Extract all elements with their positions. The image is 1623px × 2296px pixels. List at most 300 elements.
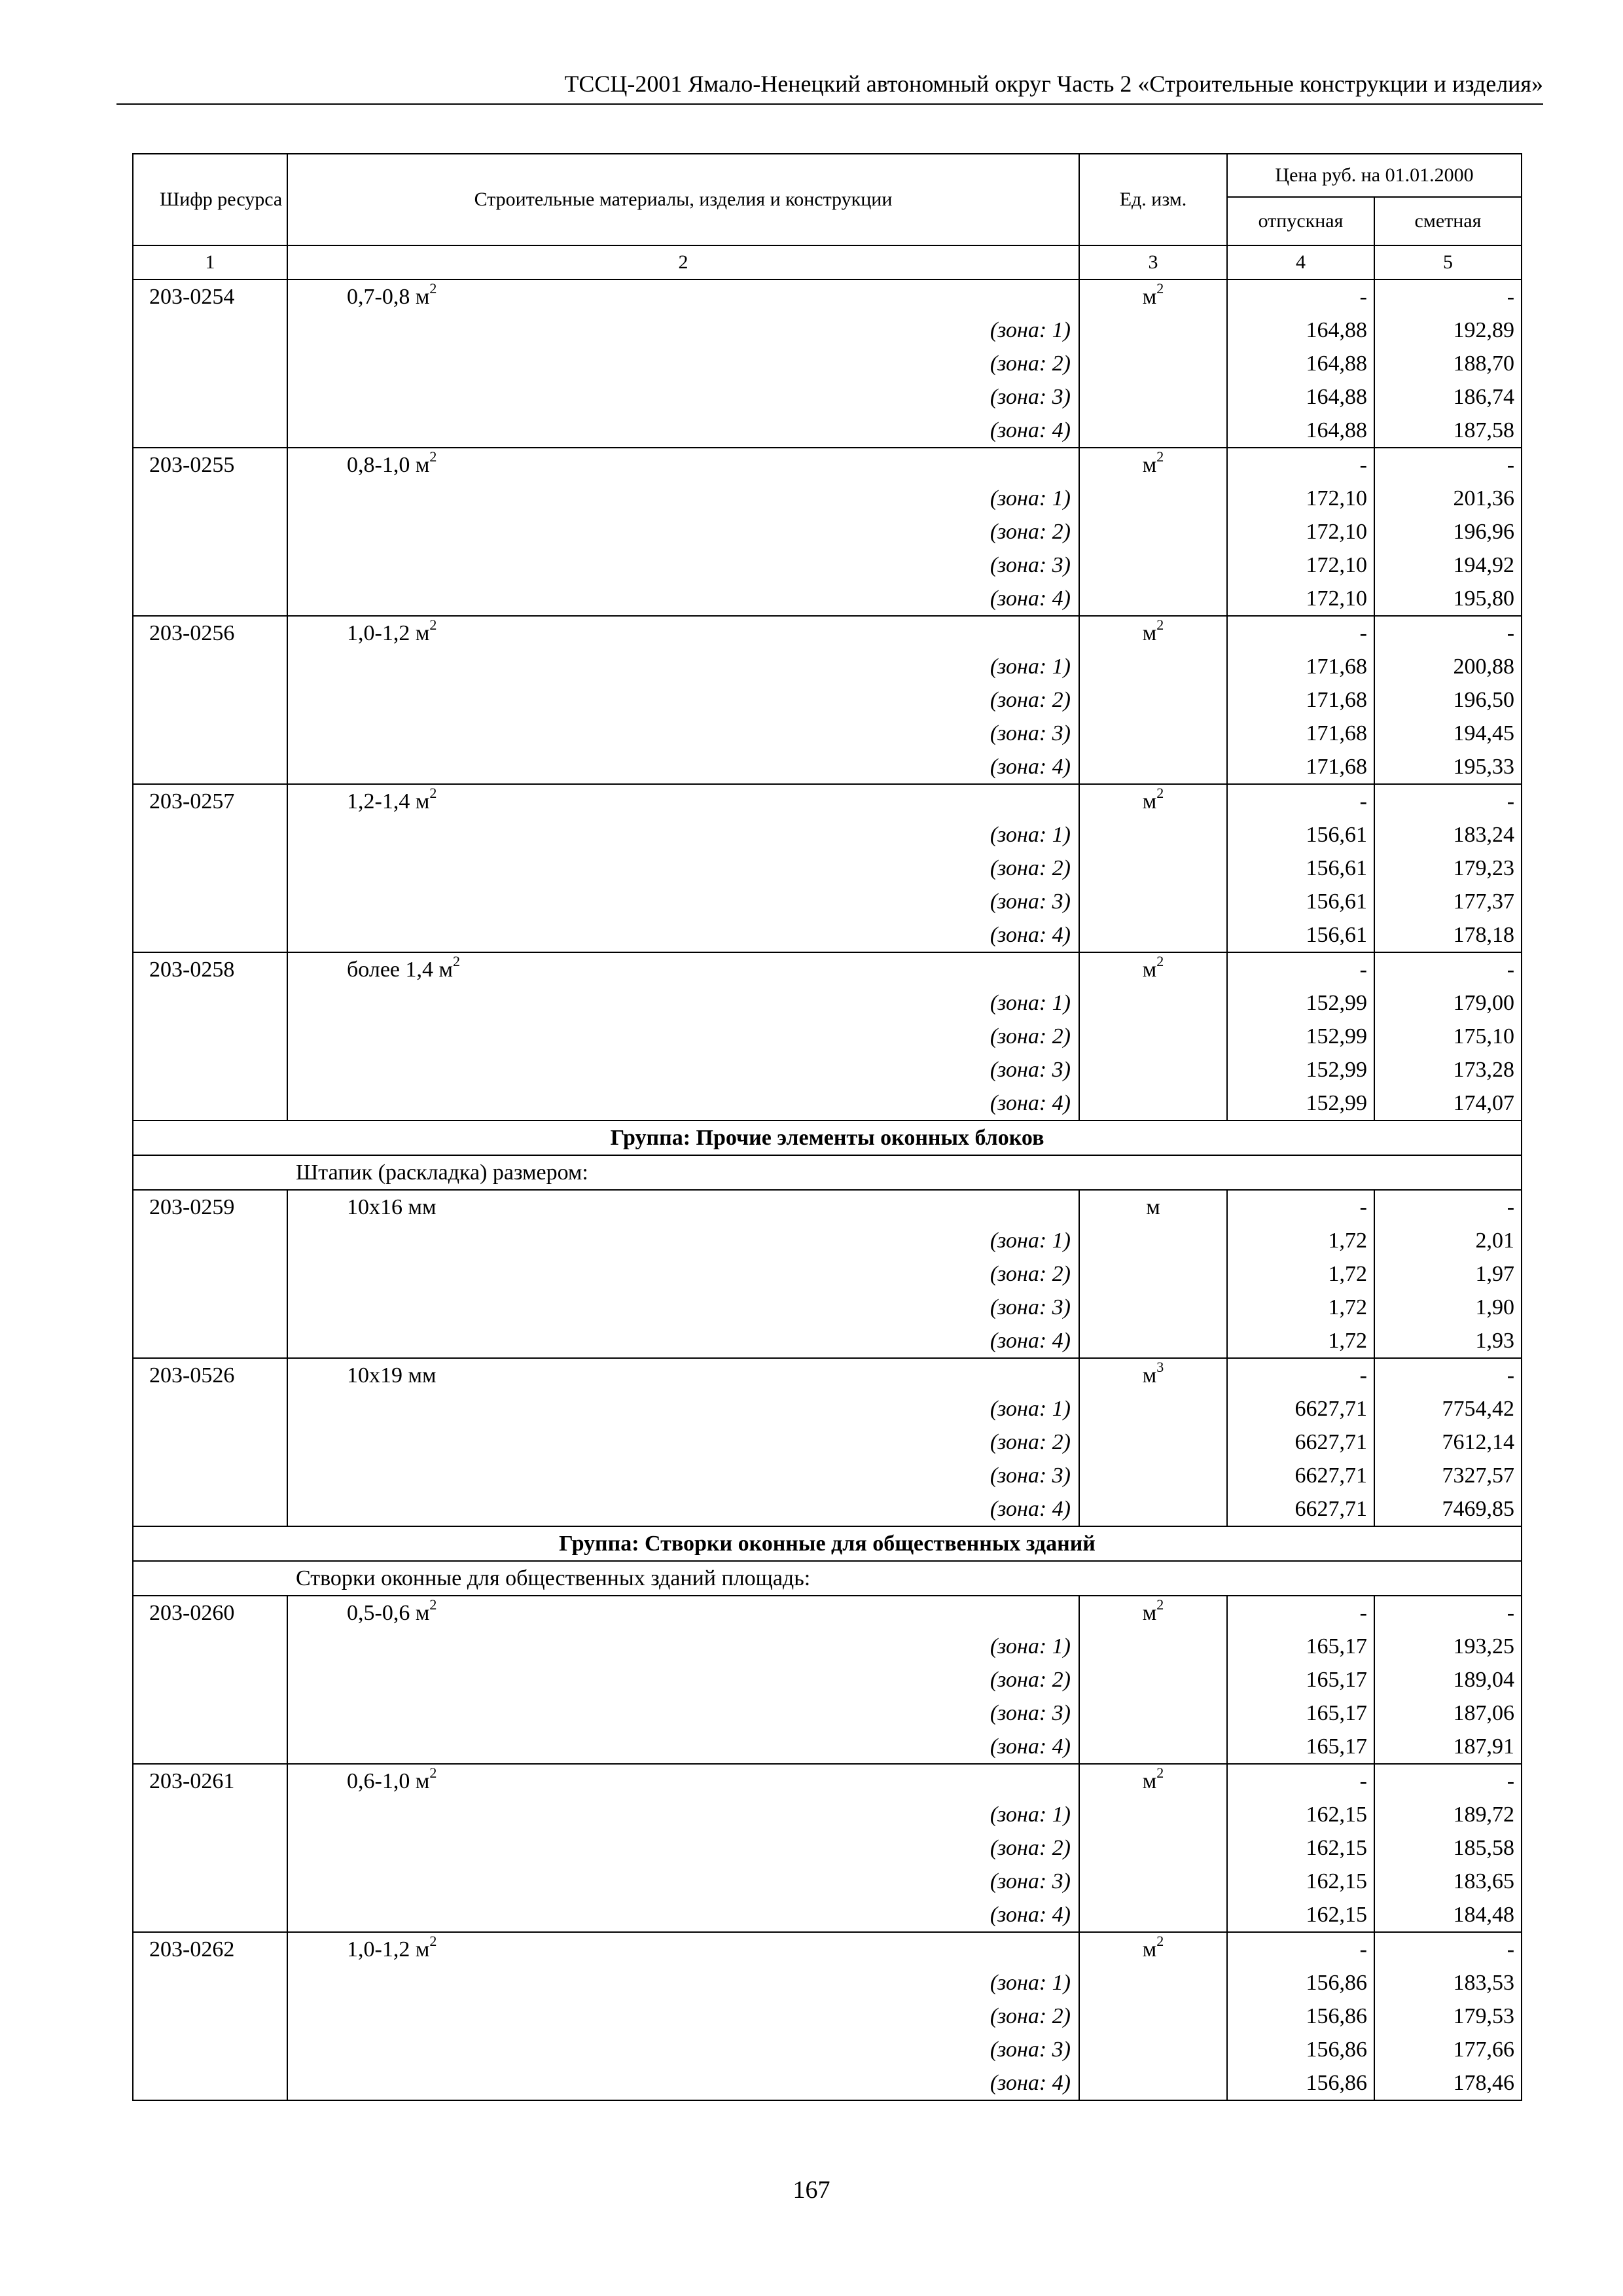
release-price <box>1227 515 1374 548</box>
release-price-text: 1,72 <box>1328 1295 1367 1319</box>
resource-code-empty <box>133 852 287 885</box>
estimate-price-text: 173,28 <box>1453 1058 1515 1082</box>
item-name-superscript: 2 <box>429 784 437 801</box>
unit <box>1079 1932 1227 1966</box>
col-number-5: 5 <box>1374 245 1522 279</box>
resource-code-empty <box>133 1224 287 1257</box>
release-price <box>1227 2000 1374 2033</box>
resource-code-empty <box>133 986 287 1020</box>
release-price <box>1227 1831 1374 1865</box>
zone-row <box>133 1086 1522 1121</box>
table-row <box>133 1358 1522 1392</box>
zone-label-text: (зона: 1) <box>990 1229 1071 1253</box>
unit-text: м <box>1142 1769 1157 1793</box>
release-price-text: 171,68 <box>1306 655 1367 679</box>
release-price-text: - <box>1359 958 1367 982</box>
unit-empty <box>1079 1730 1227 1764</box>
release-price <box>1227 1663 1374 1696</box>
estimate-price <box>1374 1257 1522 1291</box>
resource-code <box>133 448 287 482</box>
resource-code-empty <box>133 1426 287 1459</box>
zone-label <box>287 1966 1079 2000</box>
unit-text: м <box>1142 958 1157 982</box>
group-title-text: Группа: Створки оконные для общественных зданий <box>559 1532 1096 1556</box>
unit-superscript: 2 <box>1156 1932 1164 1949</box>
unit-empty <box>1079 750 1227 784</box>
resource-code-text: 203-0260 <box>149 1601 235 1625</box>
zone-label <box>287 717 1079 750</box>
release-price-text: 164,88 <box>1306 418 1367 442</box>
release-price-text: 162,15 <box>1306 1903 1367 1927</box>
release-price <box>1227 1459 1374 1492</box>
item-name-text: 1,0-1,2 м <box>347 621 430 645</box>
release-price <box>1227 1358 1374 1392</box>
resource-code-empty <box>133 1392 287 1426</box>
unit <box>1079 279 1227 314</box>
resource-code <box>133 279 287 314</box>
release-price <box>1227 1630 1374 1663</box>
release-price <box>1227 347 1374 380</box>
release-price-text: 165,17 <box>1306 1701 1367 1725</box>
resource-code-empty <box>133 1898 287 1932</box>
estimate-price-text: 183,24 <box>1453 823 1515 847</box>
resource-code-empty <box>133 1086 287 1121</box>
item-name-text: 1,2-1,4 м <box>347 789 430 814</box>
zone-label-text: (зона: 3) <box>990 553 1071 577</box>
col-number-1: 1 <box>133 245 287 279</box>
estimate-price <box>1374 1932 1522 1966</box>
release-price-text: 6627,71 <box>1294 1497 1367 1521</box>
estimate-price <box>1374 1764 1522 1798</box>
unit-empty <box>1079 1426 1227 1459</box>
unit-empty <box>1079 852 1227 885</box>
unit-empty <box>1079 650 1227 683</box>
unit-empty <box>1079 885 1227 918</box>
col-header-code: Шифр ресурса <box>133 154 287 245</box>
zone-label <box>287 414 1079 448</box>
estimate-price <box>1374 1630 1522 1663</box>
zone-label-text: (зона: 4) <box>990 1329 1071 1353</box>
unit-empty <box>1079 1492 1227 1526</box>
zone-row <box>133 2000 1522 2033</box>
release-price-text: 152,99 <box>1306 991 1367 1015</box>
resource-code-empty <box>133 548 287 582</box>
release-price-text: 171,68 <box>1306 688 1367 712</box>
item-name-text: 0,5-0,6 м <box>347 1601 430 1625</box>
release-price-text: - <box>1359 1937 1367 1962</box>
zone-row <box>133 986 1522 1020</box>
unit <box>1079 1190 1227 1224</box>
table-row <box>133 952 1522 986</box>
zone-row <box>133 582 1522 616</box>
resource-code-empty <box>133 1020 287 1053</box>
estimate-price <box>1374 885 1522 918</box>
zone-label <box>287 1291 1079 1324</box>
estimate-price <box>1374 1596 1522 1630</box>
estimate-price <box>1374 1020 1522 1053</box>
estimate-price <box>1374 616 1522 650</box>
release-price-text: 1,72 <box>1328 1329 1367 1353</box>
release-price-text: 164,88 <box>1306 318 1367 342</box>
zone-label-text: (зона: 4) <box>990 586 1071 611</box>
zone-row <box>133 1224 1522 1257</box>
release-price-text: 165,17 <box>1306 1734 1367 1759</box>
estimate-price-text: 178,18 <box>1453 923 1515 947</box>
release-price <box>1227 1798 1374 1831</box>
resource-code-text: 203-0255 <box>149 453 235 477</box>
estimate-price-text: 177,37 <box>1453 889 1515 914</box>
zone-label <box>287 2000 1079 2033</box>
zone-row <box>133 650 1522 683</box>
zone-row <box>133 1831 1522 1865</box>
release-price-text: 156,86 <box>1306 2037 1367 2062</box>
zone-label-text: (зона: 3) <box>990 2037 1071 2062</box>
zone-row <box>133 885 1522 918</box>
resource-code-empty <box>133 1696 287 1730</box>
unit-superscript: 2 <box>1156 1764 1164 1781</box>
estimate-price <box>1374 1426 1522 1459</box>
release-price-text: 156,61 <box>1306 923 1367 947</box>
zone-label-text: (зона: 2) <box>990 688 1071 712</box>
estimate-price-text: 195,33 <box>1453 755 1515 779</box>
release-price-text: 156,61 <box>1306 856 1367 880</box>
unit-text: м <box>1142 789 1157 814</box>
zone-row <box>133 1324 1522 1358</box>
resource-code-empty <box>133 515 287 548</box>
unit-empty <box>1079 1898 1227 1932</box>
resource-code <box>133 616 287 650</box>
estimate-price-text: 195,80 <box>1453 586 1515 611</box>
release-price-text: 171,68 <box>1306 721 1367 745</box>
resource-code-empty <box>133 482 287 515</box>
table-row <box>133 1596 1522 1630</box>
release-price <box>1227 279 1374 314</box>
estimate-price-text: 185,58 <box>1453 1836 1515 1860</box>
release-price <box>1227 818 1374 852</box>
release-price <box>1227 448 1374 482</box>
resource-code-empty <box>133 2066 287 2100</box>
zone-row <box>133 717 1522 750</box>
zone-row <box>133 1392 1522 1426</box>
zone-label-text: (зона: 4) <box>990 1497 1071 1521</box>
zone-label-text: (зона: 3) <box>990 1869 1071 1893</box>
zone-label-text: (зона: 3) <box>990 1058 1071 1082</box>
unit-empty <box>1079 414 1227 448</box>
zone-row <box>133 1663 1522 1696</box>
release-price-text: 164,88 <box>1306 385 1367 409</box>
release-price <box>1227 2066 1374 2100</box>
zone-label <box>287 1392 1079 1426</box>
estimate-price <box>1374 515 1522 548</box>
estimate-price <box>1374 1865 1522 1898</box>
resource-code-empty <box>133 1291 287 1324</box>
unit-empty <box>1079 818 1227 852</box>
release-price-text: 6627,71 <box>1294 1463 1367 1488</box>
release-price <box>1227 1426 1374 1459</box>
zone-row <box>133 314 1522 347</box>
release-price-text: - <box>1359 789 1367 814</box>
group-row <box>133 1121 1522 1155</box>
estimate-price <box>1374 1358 1522 1392</box>
zone-row <box>133 482 1522 515</box>
estimate-price <box>1374 918 1522 952</box>
unit-superscript: 3 <box>1156 1358 1164 1375</box>
estimate-price-text: 194,92 <box>1453 553 1515 577</box>
release-price-text: - <box>1359 1363 1367 1388</box>
zone-label-text: (зона: 2) <box>990 1024 1071 1049</box>
estimate-price-text: 177,66 <box>1453 2037 1515 2062</box>
item-name-text: 10х19 мм <box>347 1363 437 1388</box>
item-name-superscript: 2 <box>429 1932 437 1949</box>
zone-row <box>133 750 1522 784</box>
unit-empty <box>1079 1392 1227 1426</box>
estimate-price-text: 2,01 <box>1475 1229 1515 1253</box>
zone-row <box>133 1898 1522 1932</box>
estimate-price <box>1374 1053 1522 1086</box>
estimate-price <box>1374 1190 1522 1224</box>
zone-row <box>133 1492 1522 1526</box>
release-price-text: 172,10 <box>1306 520 1367 544</box>
unit-text: м <box>1142 1601 1157 1625</box>
zone-label <box>287 1257 1079 1291</box>
zone-label <box>287 1053 1079 1086</box>
resource-code <box>133 784 287 818</box>
zone-label-text: (зона: 1) <box>990 1803 1071 1827</box>
zone-label <box>287 1831 1079 1865</box>
unit-empty <box>1079 1865 1227 1898</box>
zone-row <box>133 347 1522 380</box>
resource-code <box>133 1358 287 1392</box>
unit-empty <box>1079 1798 1227 1831</box>
zone-label <box>287 1865 1079 1898</box>
running-header: ТССЦ-2001 Ямало-Ненецкий автономный округ Часть 2 «Строительные конструкции и изделия» <box>116 69 1543 105</box>
release-price-text: - <box>1359 453 1367 477</box>
zone-label-text: (зона: 3) <box>990 1701 1071 1725</box>
item-name <box>287 279 1079 314</box>
table-row <box>133 279 1522 314</box>
item-name-superscript: 2 <box>429 616 437 633</box>
zone-row <box>133 414 1522 448</box>
estimate-price-text: 1,93 <box>1475 1329 1515 1353</box>
release-price-text: 156,61 <box>1306 823 1367 847</box>
estimate-price <box>1374 314 1522 347</box>
resource-code-empty <box>133 683 287 717</box>
unit-empty <box>1079 548 1227 582</box>
zone-label-text: (зона: 1) <box>990 1397 1071 1421</box>
estimate-price-text: 7754,42 <box>1442 1397 1515 1421</box>
release-price <box>1227 1086 1374 1121</box>
estimate-price <box>1374 1459 1522 1492</box>
resource-code-text: 203-0257 <box>149 789 235 814</box>
unit-superscript: 2 <box>1156 1596 1164 1613</box>
unit-empty <box>1079 1086 1227 1121</box>
estimate-price-text: - <box>1507 958 1515 982</box>
col-header-estimate-price: сметная <box>1374 197 1522 245</box>
release-price <box>1227 918 1374 952</box>
estimate-price-text: 179,00 <box>1453 991 1515 1015</box>
release-price <box>1227 1190 1374 1224</box>
resource-code-empty <box>133 1831 287 1865</box>
zone-label-text: (зона: 2) <box>990 1668 1071 1692</box>
zone-row <box>133 380 1522 414</box>
release-price-text: - <box>1359 1195 1367 1219</box>
zone-row <box>133 2033 1522 2066</box>
release-price <box>1227 1257 1374 1291</box>
unit-empty <box>1079 582 1227 616</box>
unit <box>1079 784 1227 818</box>
resource-code-empty <box>133 750 287 784</box>
resource-code-text: 203-0261 <box>149 1769 235 1793</box>
col-header-price-group: Цена руб. на 01.01.2000 <box>1227 154 1522 197</box>
estimate-price <box>1374 347 1522 380</box>
release-price-text: 165,17 <box>1306 1668 1367 1692</box>
estimate-price-text: 179,23 <box>1453 856 1515 880</box>
release-price <box>1227 1392 1374 1426</box>
estimate-price-text: 194,45 <box>1453 721 1515 745</box>
resource-code-empty <box>133 1730 287 1764</box>
zone-row <box>133 1865 1522 1898</box>
zone-label <box>287 1224 1079 1257</box>
zone-label-text: (зона: 3) <box>990 385 1071 409</box>
release-price <box>1227 1053 1374 1086</box>
unit-text: м <box>1142 621 1157 645</box>
release-price-text: 152,99 <box>1306 1058 1367 1082</box>
estimate-price-text: 196,50 <box>1453 688 1515 712</box>
zone-row <box>133 918 1522 952</box>
unit-text: м <box>1142 1937 1157 1962</box>
item-name <box>287 1596 1079 1630</box>
zone-row <box>133 1696 1522 1730</box>
release-price-text: 171,68 <box>1306 755 1367 779</box>
estimate-price <box>1374 414 1522 448</box>
zone-label <box>287 482 1079 515</box>
resource-code-empty <box>133 1324 287 1358</box>
release-price <box>1227 1898 1374 1932</box>
unit-empty <box>1079 717 1227 750</box>
zone-label <box>287 1459 1079 1492</box>
zone-label-text: (зона: 1) <box>990 1971 1071 1995</box>
estimate-price-text: - <box>1507 1601 1515 1625</box>
unit-empty <box>1079 515 1227 548</box>
release-price <box>1227 852 1374 885</box>
estimate-price-text: - <box>1507 1363 1515 1388</box>
zone-label-text: (зона: 4) <box>990 755 1071 779</box>
release-price-text: 156,86 <box>1306 2004 1367 2028</box>
zone-label <box>287 515 1079 548</box>
zone-label <box>287 885 1079 918</box>
group-title-text: Группа: Прочие элементы оконных блоков <box>610 1126 1044 1150</box>
estimate-price-text: - <box>1507 789 1515 814</box>
zone-row <box>133 1459 1522 1492</box>
release-price <box>1227 1020 1374 1053</box>
estimate-price <box>1374 952 1522 986</box>
release-price <box>1227 380 1374 414</box>
estimate-price-text: 189,04 <box>1453 1668 1515 1692</box>
estimate-price-text: 179,53 <box>1453 2004 1515 2028</box>
release-price-text: 6627,71 <box>1294 1430 1367 1454</box>
zone-row <box>133 1020 1522 1053</box>
estimate-price-text: 187,06 <box>1453 1701 1515 1725</box>
item-name-text: 0,6-1,0 м <box>347 1769 430 1793</box>
col-number-4: 4 <box>1227 245 1374 279</box>
estimate-price-text: 174,07 <box>1453 1091 1515 1115</box>
unit <box>1079 616 1227 650</box>
release-price <box>1227 1324 1374 1358</box>
release-price-text: 152,99 <box>1306 1024 1367 1049</box>
zone-label <box>287 683 1079 717</box>
table-row <box>133 784 1522 818</box>
unit-empty <box>1079 2066 1227 2100</box>
zone-label-text: (зона: 2) <box>990 351 1071 376</box>
unit <box>1079 448 1227 482</box>
estimate-price <box>1374 784 1522 818</box>
release-price <box>1227 582 1374 616</box>
release-price <box>1227 414 1374 448</box>
col-number-3: 3 <box>1079 245 1227 279</box>
zone-row <box>133 548 1522 582</box>
zone-label-text: (зона: 1) <box>990 318 1071 342</box>
release-price-text: 172,10 <box>1306 486 1367 511</box>
resource-code-empty <box>133 314 287 347</box>
zone-label-text: (зона: 2) <box>990 1262 1071 1286</box>
estimate-price <box>1374 1291 1522 1324</box>
zone-label <box>287 2066 1079 2100</box>
release-price-text: 156,61 <box>1306 889 1367 914</box>
release-price-text: 156,86 <box>1306 2071 1367 2095</box>
col-header-name: Строительные материалы, изделия и конструкции <box>287 154 1079 245</box>
zone-row <box>133 1798 1522 1831</box>
estimate-price <box>1374 1224 1522 1257</box>
estimate-price-text: 178,46 <box>1453 2071 1515 2095</box>
unit-superscript: 2 <box>1156 279 1164 296</box>
col-header-unit: Ед. изм. <box>1079 154 1227 245</box>
estimate-price <box>1374 1730 1522 1764</box>
zone-label <box>287 582 1079 616</box>
item-name <box>287 1190 1079 1224</box>
item-name-superscript: 2 <box>429 1596 437 1613</box>
release-price-text: - <box>1359 621 1367 645</box>
release-price <box>1227 1932 1374 1966</box>
release-price-text: 162,15 <box>1306 1803 1367 1827</box>
item-name <box>287 784 1079 818</box>
description-row <box>133 1561 1522 1596</box>
unit-empty <box>1079 1630 1227 1663</box>
resource-code-text: 203-0258 <box>149 958 235 982</box>
release-price-text: 162,15 <box>1306 1869 1367 1893</box>
estimate-price-text: - <box>1507 285 1515 309</box>
estimate-price-text: 7327,57 <box>1442 1463 1515 1488</box>
item-name <box>287 1932 1079 1966</box>
release-price-text: 6627,71 <box>1294 1397 1367 1421</box>
estimate-price-text: 175,10 <box>1453 1024 1515 1049</box>
zone-row <box>133 1053 1522 1086</box>
release-price <box>1227 784 1374 818</box>
item-name-text: 0,8-1,0 м <box>347 453 430 477</box>
estimate-price <box>1374 650 1522 683</box>
estimate-price-text: 192,89 <box>1453 318 1515 342</box>
unit <box>1079 1596 1227 1630</box>
item-name <box>287 1764 1079 1798</box>
estimate-price-text: 189,72 <box>1453 1803 1515 1827</box>
resource-code-empty <box>133 414 287 448</box>
unit-text: м <box>1142 453 1157 477</box>
unit-empty <box>1079 482 1227 515</box>
zone-row <box>133 1630 1522 1663</box>
zone-label <box>287 1324 1079 1358</box>
release-price <box>1227 885 1374 918</box>
estimate-price <box>1374 1696 1522 1730</box>
resource-code-empty <box>133 717 287 750</box>
